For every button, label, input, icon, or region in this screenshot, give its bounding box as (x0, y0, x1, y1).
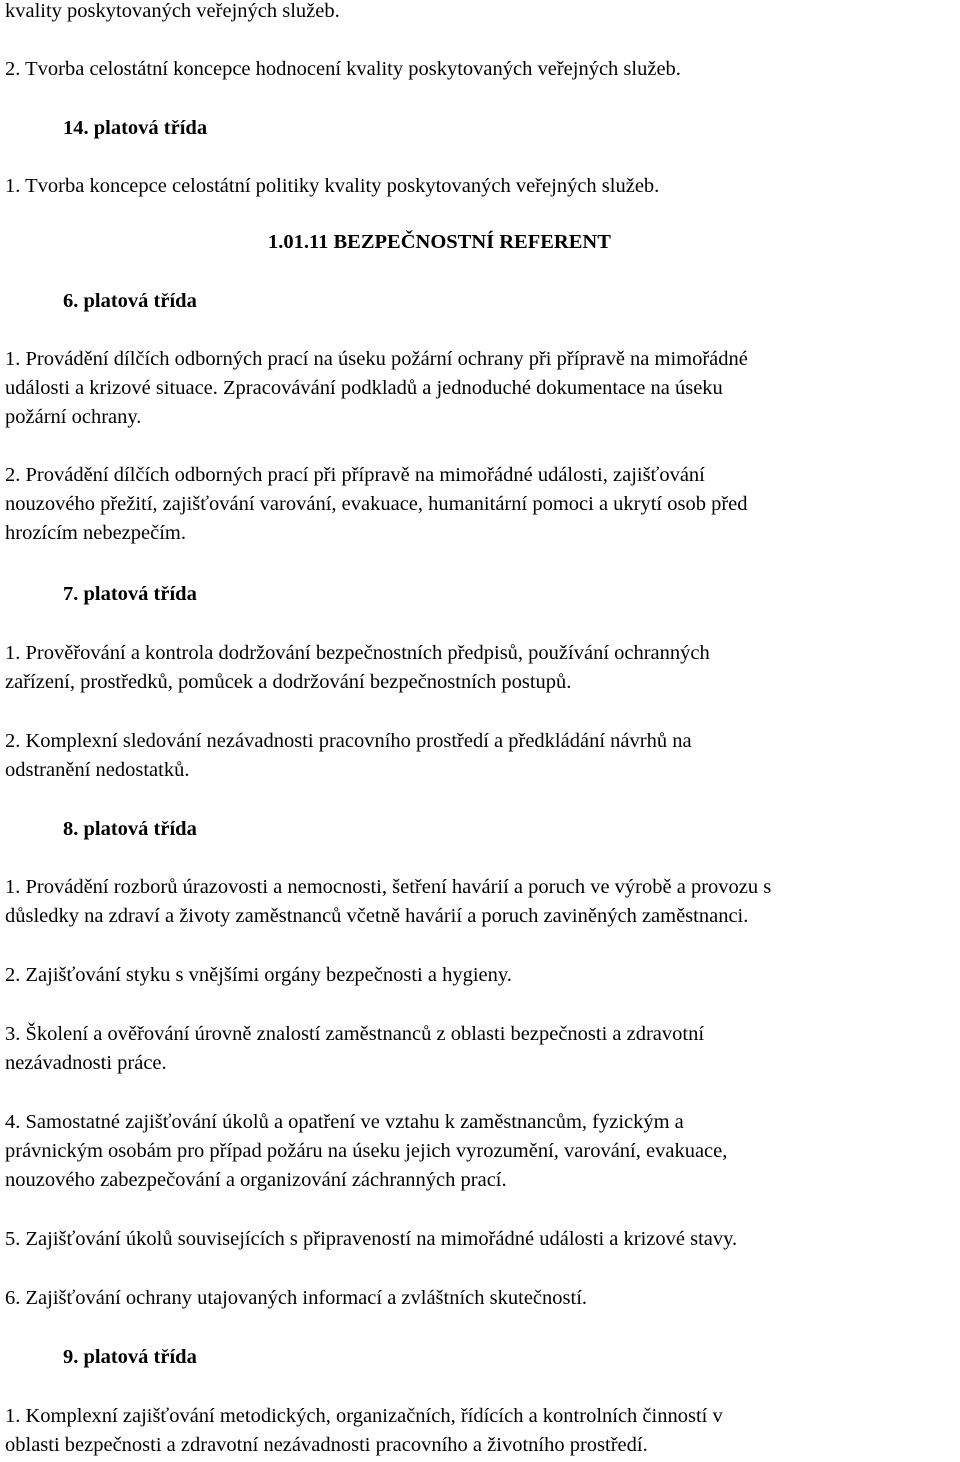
text-line: 5. Zajišťování úkolů souvisejících s připraveností na mimořádné události a krizové stavy. (5, 1228, 738, 1250)
text-line: 3. Školení a ověřování úrovně znalostí zaměstnanců z oblasti bezpečnosti a zdravotní (5, 1023, 705, 1045)
text-line: 4. Samostatné zajišťování úkolů a opatření ve vztahu k zaměstnancům, fyzickým a (5, 1111, 684, 1133)
text-line: požární ochrany. (5, 406, 142, 428)
section-title: 1.01.11 BEZPEČNOSTNÍ REFERENT (268, 231, 611, 253)
text-line: události a krizové situace. Zpracovávání podkladů a jednoduché dokumentace na úseku (5, 377, 723, 399)
text-line: 6. Zajišťování ochrany utajovaných informací a zvláštních skutečností. (5, 1287, 588, 1309)
grade-heading-8: 8. platová třída (63, 818, 197, 840)
text-line: 2. Komplexní sledování nezávadnosti pracovního prostředí a předkládání návrhů na (5, 730, 692, 752)
text-line: 1. Komplexní zajišťování metodických, organizačních, řídících a kontrolních činností v (5, 1405, 723, 1427)
text-line: oblasti bezpečnosti a zdravotní nezávadnosti pracovního a životního prostředí. (5, 1434, 648, 1456)
text-line: 1. Provádění dílčích odborných prací na úseku požární ochrany při přípravě na mimořádné (5, 348, 748, 370)
text-line: 1. Provádění rozborů úrazovosti a nemocnosti, šetření havárií a poruch ve výrobě a provozu s (5, 876, 772, 898)
text-line: zařízení, prostředků, pomůcek a dodržování bezpečnostních postupů. (5, 671, 572, 693)
text-line: 1. Tvorba koncepce celostátní politiky kvality poskytovaných veřejných služeb. (5, 175, 660, 197)
text-line: 1. Prověřování a kontrola dodržování bezpečnostních předpisů, používání ochranných (5, 642, 710, 664)
text-line: hrozícím nebezpečím. (5, 522, 186, 544)
grade-heading-7: 7. platová třída (63, 583, 197, 605)
grade-heading-9: 9. platová třída (63, 1346, 197, 1368)
text-line: důsledky na zdraví a životy zaměstnanců včetně havárií a poruch zaviněných zaměstnanci. (5, 905, 749, 927)
grade-heading-6: 6. platová třída (63, 290, 197, 312)
text-line: odstranění nedostatků. (5, 759, 190, 781)
text-line: kvality poskytovaných veřejných služeb. (5, 0, 340, 22)
grade-heading-14: 14. platová třída (63, 117, 208, 139)
text-line: 2. Provádění dílčích odborných prací při přípravě na mimořádné události, zajišťování (5, 464, 705, 486)
text-line: nezávadnosti práce. (5, 1052, 167, 1074)
text-line: 2. Zajišťování styku s vnějšími orgány bezpečnosti a hygieny. (5, 964, 512, 986)
text-line: nouzového zabezpečování a organizování záchranných prací. (5, 1169, 507, 1191)
text-line: právnickým osobám pro případ požáru na úseku jejich vyrozumění, varování, evakuace, (5, 1140, 728, 1162)
text-line: 2. Tvorba celostátní koncepce hodnocení kvality poskytovaných veřejných služeb. (5, 58, 681, 80)
text-line: nouzového přežití, zajišťování varování, evakuace, humanitární pomoci a ukrytí osob před (5, 493, 748, 515)
